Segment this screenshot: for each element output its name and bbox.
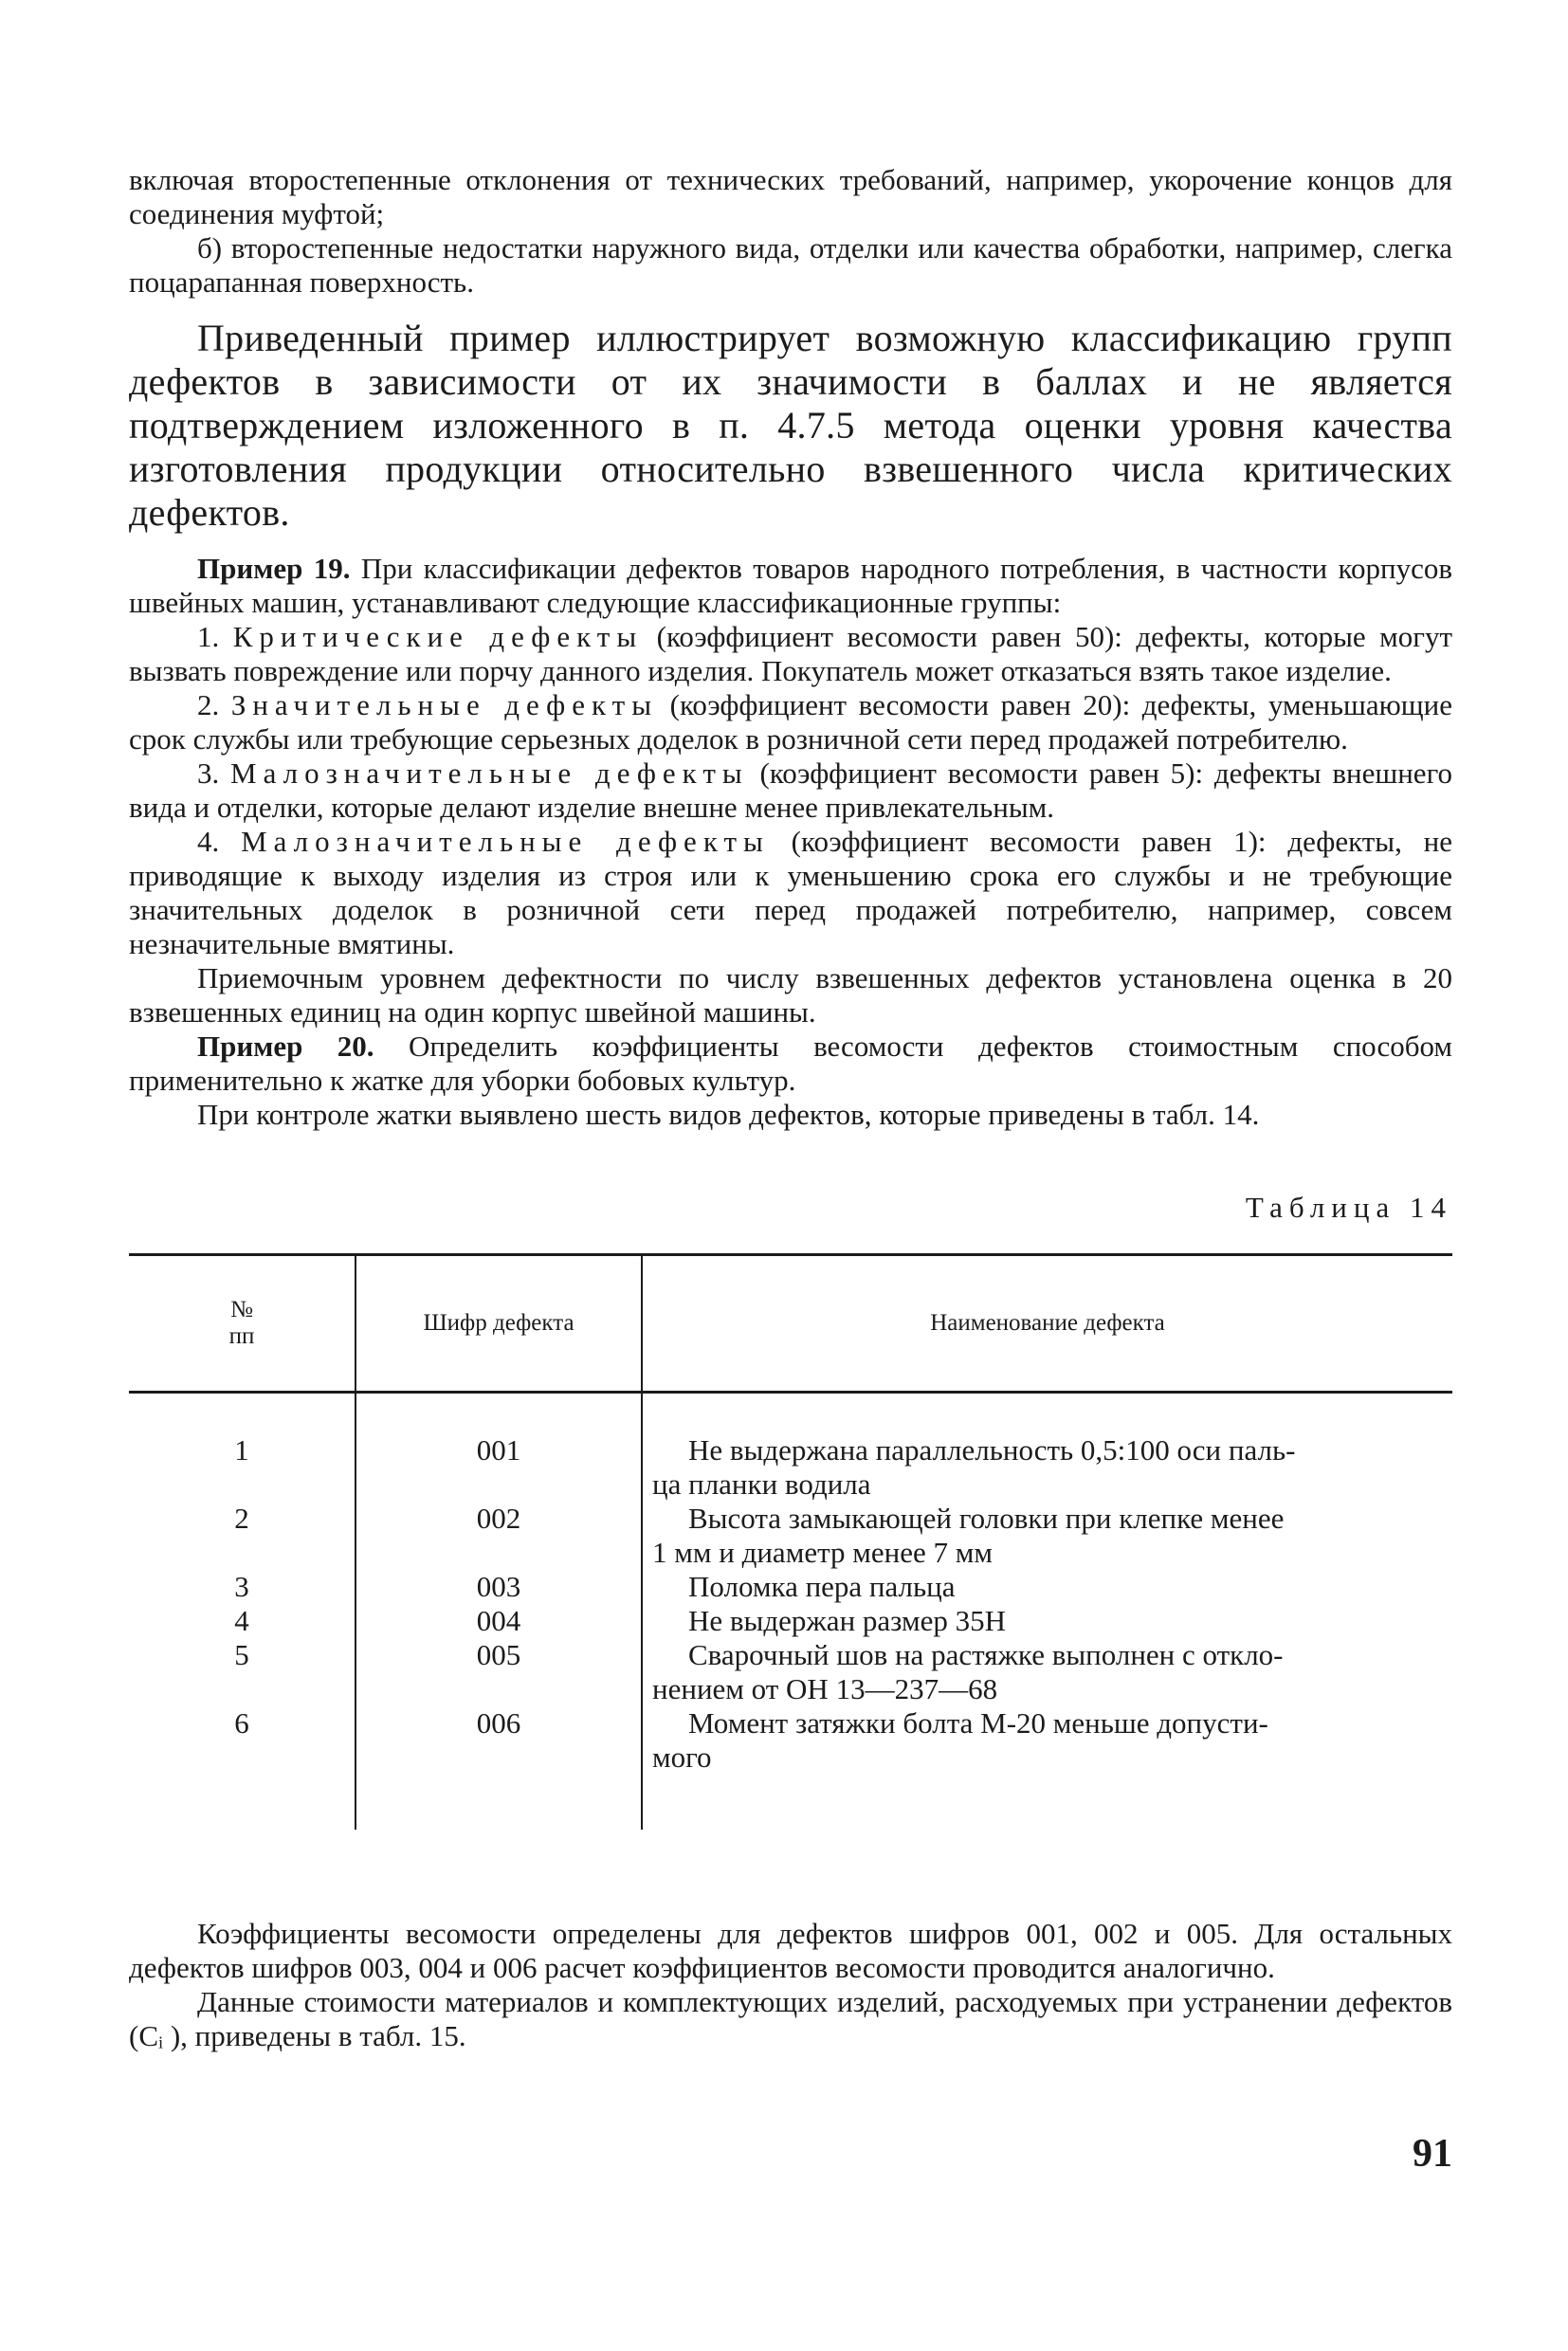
cell-num: 4	[129, 1604, 356, 1638]
paragraph-item-a-continuation: включая второстепенные отклонения от технических требований, например, укорочение концов для соединения муфтой;	[129, 163, 1452, 230]
cell-num: 6	[129, 1706, 356, 1830]
cell-code: 001	[356, 1393, 642, 1503]
defects-table	[129, 1253, 1452, 1830]
category-1	[129, 620, 1452, 688]
cell-code: 006	[356, 1706, 642, 1830]
cell-name-line: Поломка пера пальца	[688, 1570, 956, 1603]
cell-name	[642, 1706, 1452, 1830]
cell-name-line: Сварочный шов на растяжке выполнен с откло-	[688, 1638, 1284, 1671]
category-2-num: 2.	[197, 688, 220, 721]
category-2-name: Значительные дефекты	[230, 688, 659, 721]
header-num-bottom: пп	[228, 1323, 255, 1349]
cell-name-line: Высота замыкающей головки при клепке менее	[688, 1502, 1285, 1535]
category-3-text: (коэффициент весомости равен 5): дефекты внешнего вида и отделки, которые делают изделие внешне менее привлекательным.	[129, 756, 1453, 824]
category-4-name: Малозначительные дефекты	[241, 825, 770, 858]
category-3-name: Малозначительные дефекты	[230, 756, 749, 790]
category-4-num: 4.	[197, 825, 220, 858]
page-number: 91	[1413, 2132, 1452, 2176]
example-19-text: При классификации дефектов товаров народного потребления, в частности корпусов швейных машин, устанавливают следующие классификационные группы:	[129, 552, 1452, 619]
cell-name-line: Не выдержана параллельность 0,5:100 оси паль-	[688, 1433, 1296, 1467]
paragraph-classification-note: Приведенный пример иллюстрирует возможную классификацию групп дефектов в зависимости от их значимости в баллах и не является подтверждением изложенного в п. 4.7.5 метода оценки уровня качества изготовления продукции относительно взвешенного числа критических дефектов.	[129, 317, 1452, 534]
cell-num: 1	[129, 1393, 356, 1503]
table-row	[129, 1706, 1452, 1830]
example-20-label: Пример 20.	[197, 1030, 374, 1063]
table-row	[129, 1570, 1452, 1604]
cell-name	[642, 1570, 1452, 1604]
cell-num: 2	[129, 1502, 356, 1570]
cell-name	[642, 1604, 1452, 1638]
page-body	[129, 163, 1452, 2053]
cell-name-continuation: ца планки водила	[652, 1467, 871, 1501]
example-19-label: Пример 19.	[197, 552, 351, 585]
paragraph-item-b: б) второстепенные недостатки наружного вида, отделки или качества обработки, например, слегка поцарапанная поверхность.	[129, 231, 1452, 299]
cell-name	[642, 1502, 1452, 1570]
cell-num: 3	[129, 1570, 356, 1604]
category-2-text: (коэффициент весомости равен 20): дефекты, уменьшающие срок службы или требующие серьезных доделок в розничной сети перед продажей потребителю.	[129, 688, 1453, 756]
category-1-text: (коэффициент весомости равен 50): дефекты, которые могут вызвать повреждение или порчу данного изделия. Покупатель может отказаться взять такое изделие.	[129, 620, 1453, 687]
cell-name	[642, 1638, 1452, 1706]
paragraph-cost-data: Данные стоимости материалов и комплектующих изделий, расходуемых при устранении дефектов (Cᵢ ), приведены в табл. 15.	[129, 1985, 1452, 2052]
category-1-name: Критические дефекты	[232, 620, 644, 653]
cell-code: 005	[356, 1638, 642, 1706]
paragraph-example-19	[129, 552, 1452, 620]
cell-code: 003	[356, 1570, 642, 1604]
cell-name-continuation: 1 мм и диаметр менее 7 мм	[652, 1536, 993, 1569]
header-num-top: №	[230, 1297, 253, 1322]
table-row	[129, 1502, 1452, 1570]
header-code: Шифр дефекта	[356, 1255, 642, 1393]
category-1-num: 1.	[197, 620, 220, 653]
cell-code: 004	[356, 1604, 642, 1638]
category-4	[129, 825, 1452, 961]
cell-name-line: Момент затяжки болта М-20 меньше допусти-	[688, 1706, 1268, 1740]
table-header-row	[129, 1255, 1452, 1393]
cell-name-continuation: мого	[652, 1740, 712, 1774]
cell-name	[642, 1393, 1452, 1503]
header-name: Наименование дефекта	[930, 1310, 1165, 1336]
paragraph-acceptance-level: Приемочным уровнем дефектности по числу взвешенных дефектов установлена оценка в 20 взвешенных единиц на один корпус швейной машины.	[129, 961, 1452, 1029]
category-2	[129, 688, 1452, 756]
example-20-text: Определить коэффициенты весомости дефектов стоимостным способом применительно к жатке для уборки бобовых культур.	[129, 1030, 1453, 1097]
cell-name-line: Не выдержан размер 35Н	[688, 1604, 1006, 1637]
cell-num: 5	[129, 1638, 356, 1706]
category-4-text: (коэффициент весомости равен 1): дефекты, не приводящие к выходу изделия из строя или к уменьшению срока его службы и не требующие значительных доделок в розничной сети перед продажей потребителю, например, совсем незначительные вмятины.	[129, 825, 1453, 960]
table-row	[129, 1604, 1452, 1638]
cell-code: 002	[356, 1502, 642, 1570]
table-title: Таблица 14	[1245, 1191, 1452, 1224]
header-num	[129, 1255, 356, 1393]
category-3	[129, 756, 1452, 825]
paragraph-example-20	[129, 1030, 1452, 1098]
table-row	[129, 1638, 1452, 1706]
table-row	[129, 1393, 1452, 1503]
paragraph-coefficients: Коэффициенты весомости определены для дефектов шифров 001, 002 и 005. Для остальных дефектов шифров 003, 004 и 006 расчет коэффициентов весомости проводится аналогично.	[129, 1917, 1452, 1984]
category-3-num: 3.	[197, 756, 220, 790]
cell-name-continuation: нением от ОН 13—237—68	[652, 1672, 998, 1705]
paragraph-control: При контроле жатки выявлено шесть видов дефектов, которые приведены в табл. 14.	[197, 1098, 1260, 1131]
